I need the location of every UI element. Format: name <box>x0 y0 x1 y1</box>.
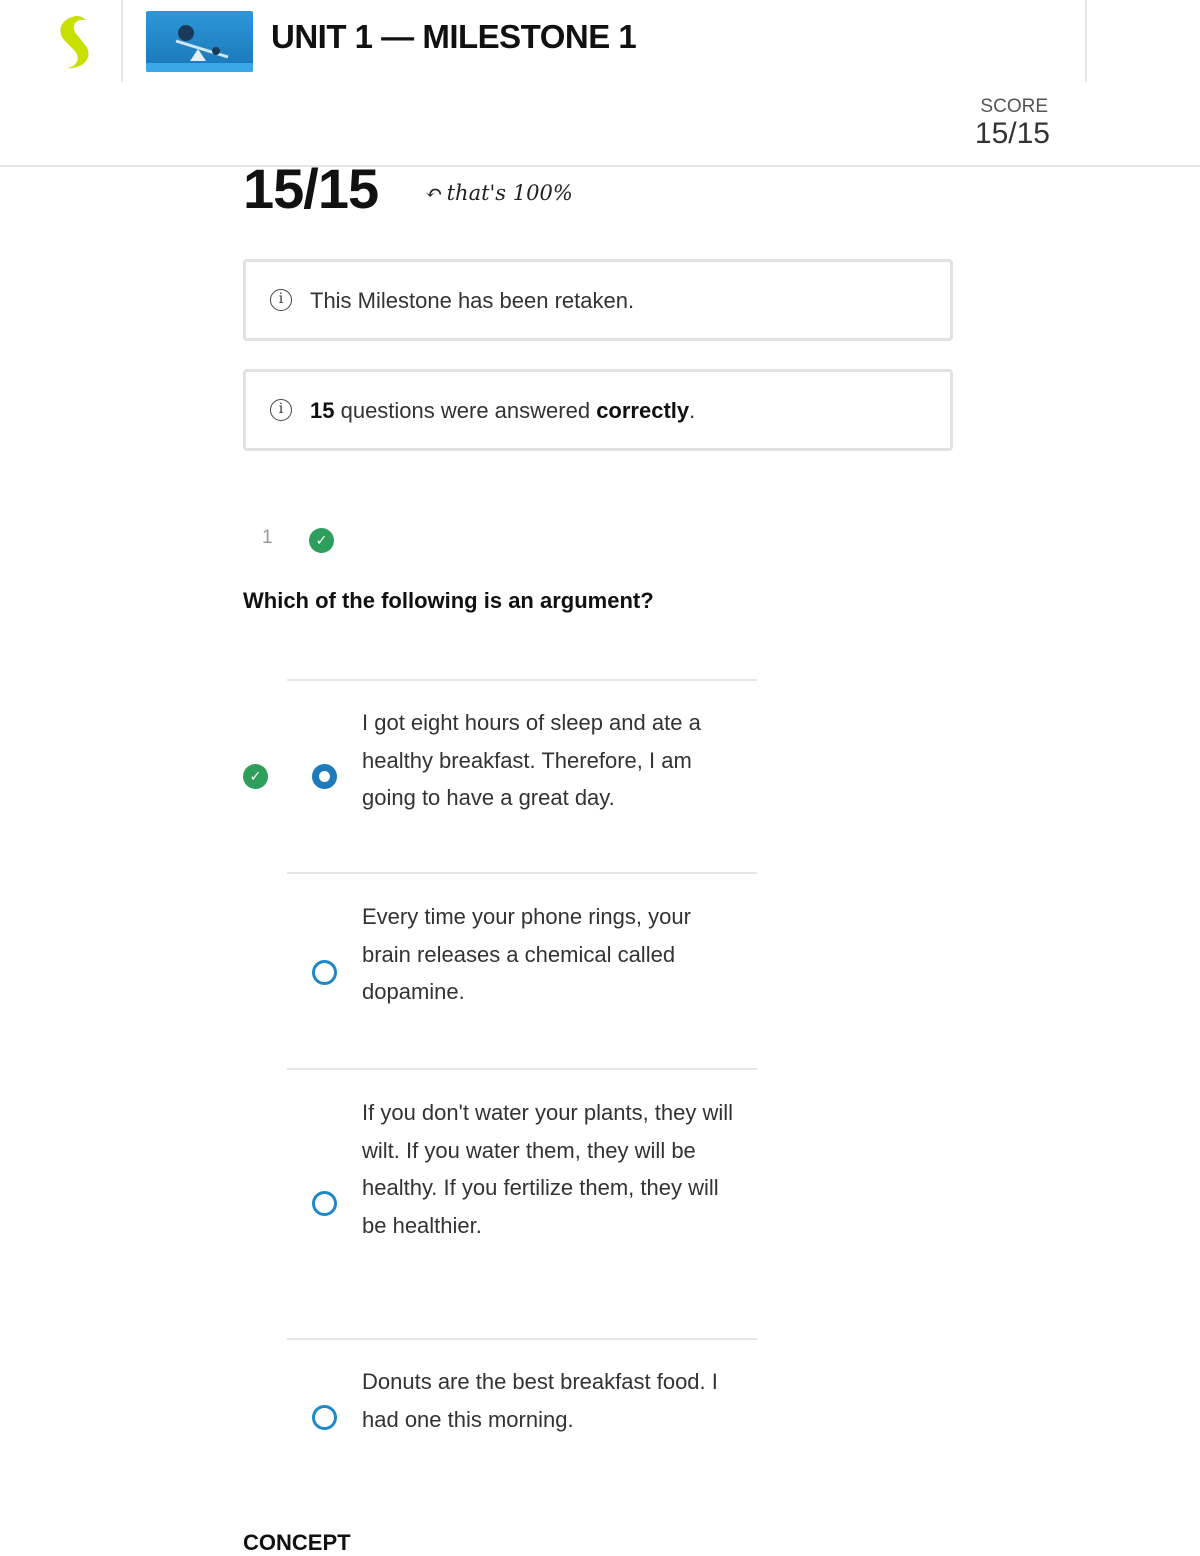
correct-count-middle: questions were answered <box>334 398 597 423</box>
retaken-notice-text: This Milestone has been retaken. <box>310 288 635 313</box>
info-icon: i <box>270 289 292 311</box>
unit-thumbnail <box>146 11 253 72</box>
concept-heading: CONCEPT <box>243 1530 351 1555</box>
option-3-radio[interactable] <box>312 1191 337 1216</box>
correct-emphasis: correctly <box>596 398 690 423</box>
option-2-text[interactable]: Every time your phone rings, your brain releases a chemical called dopamine. <box>362 904 691 1004</box>
correct-count: 15 <box>310 398 335 423</box>
unit-title: UNIT 1 — MILESTONE 1 <box>271 18 637 55</box>
option-divider <box>287 872 757 874</box>
sophia-logo-icon[interactable] <box>52 14 100 70</box>
correct-count-notice <box>243 369 953 451</box>
score-label: SCORE <box>980 96 1048 117</box>
header-divider <box>121 0 123 82</box>
correct-count-text <box>310 398 695 424</box>
option-divider <box>287 1068 757 1070</box>
result-score: 15/15 <box>243 157 379 220</box>
option-4-radio[interactable] <box>312 1405 337 1430</box>
score-value: 15/15 <box>974 117 1050 150</box>
option-2-radio[interactable] <box>312 960 337 985</box>
header-divider-right <box>1085 0 1087 82</box>
info-icon: i <box>270 399 292 421</box>
retaken-notice <box>243 259 953 341</box>
option-divider <box>287 1338 757 1340</box>
question-text: Which of the following is an argument? <box>243 588 654 613</box>
option-4-text[interactable]: Donuts are the best breakfast food. I had one this morning. <box>362 1369 718 1432</box>
curved-arrow-icon: ↶ <box>425 181 443 205</box>
option-3-text[interactable]: If you don't water your plants, they will wilt. If you water them, they will be healthy. If you fertilize them, they will be healthier. <box>362 1100 734 1238</box>
result-note-text: that's 100% <box>446 181 573 205</box>
option-correct-check-icon: ✓ <box>243 764 268 789</box>
option-1-radio[interactable] <box>312 764 337 789</box>
correct-count-end: . <box>689 398 696 423</box>
option-1-text[interactable]: I got eight hours of sleep and ate a healthy breakfast. Therefore, I am going to have a great day. <box>362 710 701 810</box>
result-note <box>425 181 573 205</box>
top-header <box>0 0 1200 167</box>
question-correct-check-icon: ✓ <box>309 528 334 553</box>
question-number: 1 <box>262 527 273 548</box>
option-divider <box>287 679 757 681</box>
